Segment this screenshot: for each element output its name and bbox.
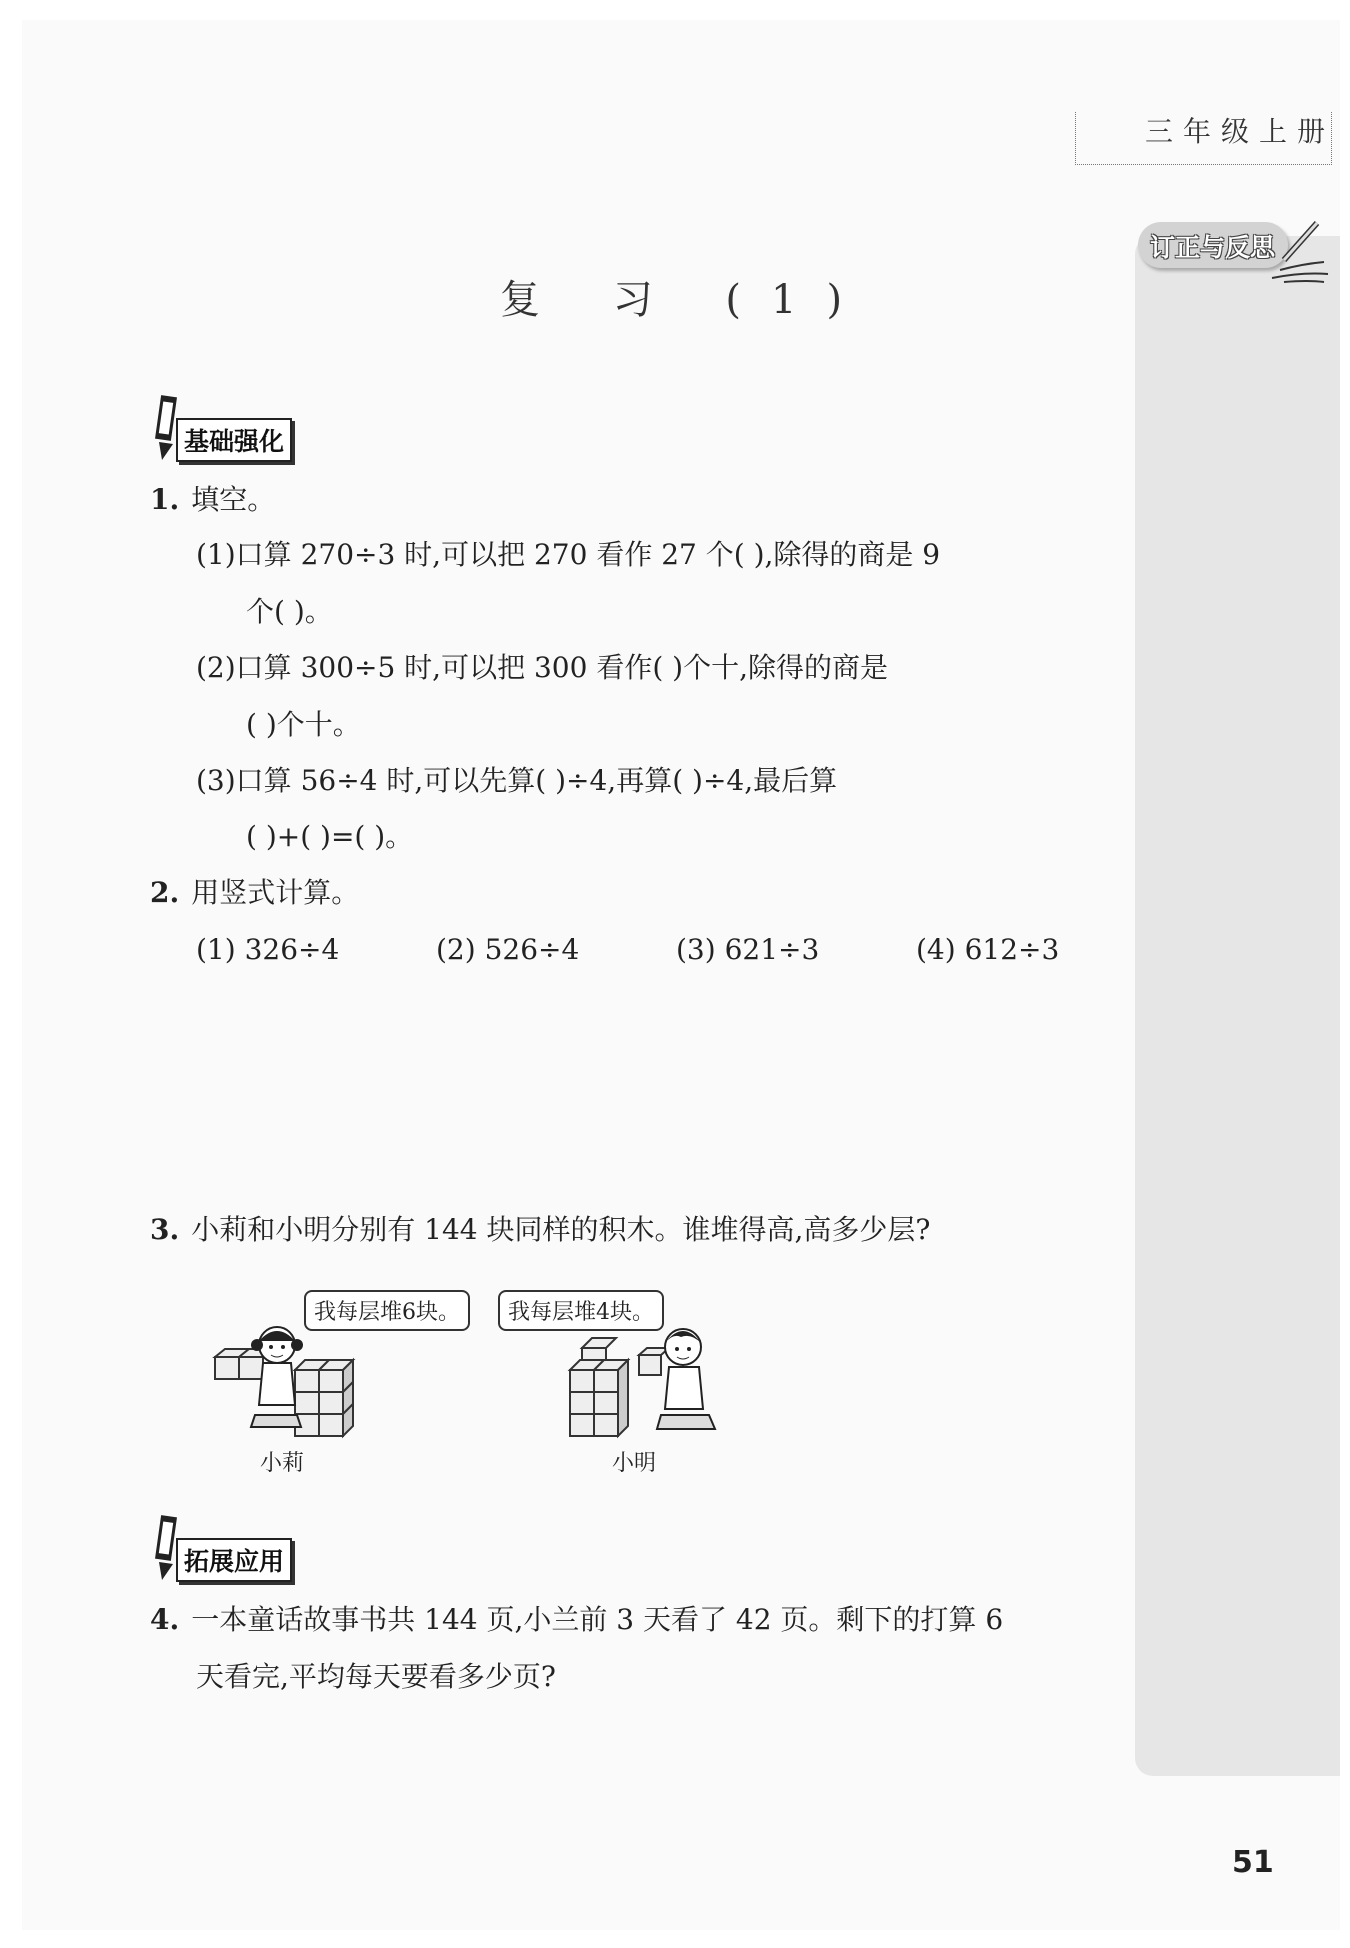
q2-item-2: (2) 526÷4	[436, 933, 580, 966]
section-label-basic: 基础强化	[176, 418, 292, 462]
q1-sub2-line1: (2)口算 300÷5 时,可以把 300 看作( )个十,除得的商是	[196, 651, 888, 684]
question-2	[150, 873, 359, 913]
question-1	[150, 480, 275, 520]
q2-item-3: (3) 621÷3	[676, 933, 820, 966]
speech-bubble-left: 我每层堆6块。	[304, 1290, 470, 1331]
boy-with-blocks-illustration	[565, 1315, 735, 1445]
q1-sub1-line2: 个( )。	[246, 595, 333, 628]
grade-label: 三年级上册	[1145, 115, 1336, 148]
question-text: 小莉和小明分别有 144 块同样的积木。谁堆得高,高多少层?	[191, 1213, 931, 1246]
q2-item-4: (4) 612÷3	[916, 933, 1060, 966]
question-number: 3.	[150, 1213, 180, 1246]
review-panel	[1135, 236, 1340, 1776]
name-label-right: 小明	[612, 1451, 657, 1476]
question-number: 1.	[150, 483, 180, 516]
question-number: 2.	[150, 876, 180, 909]
girl-with-blocks-illustration	[205, 1315, 385, 1445]
question-text-line2: 天看完,平均每天要看多少页?	[196, 1660, 556, 1693]
section-header-extend	[150, 1512, 292, 1582]
question-text: 用竖式计算。	[191, 876, 360, 909]
q1-sub2-line2: ( )个十。	[246, 708, 361, 741]
q2-item-1: (1) 326÷4	[196, 933, 340, 966]
question-text: 填空。	[191, 483, 276, 516]
review-label: 订正与反思	[1150, 233, 1276, 262]
question-text-line1: 一本童话故事书共 144 页,小兰前 3 天看了 42 页。剩下的打算 6	[191, 1603, 1004, 1636]
pen-icon	[1262, 218, 1332, 288]
question-4	[150, 1600, 1003, 1640]
section-header-basic	[150, 392, 292, 462]
speech-bubble-right: 我每层堆4块。	[498, 1290, 664, 1331]
section-label-extend: 拓展应用	[176, 1538, 292, 1582]
name-label-left: 小莉	[260, 1451, 305, 1476]
question-3	[150, 1210, 930, 1250]
q1-sub3-line1: (3)口算 56÷4 时,可以先算( )÷4,再算( )÷4,最后算	[196, 764, 838, 797]
page-number: 51	[1232, 1845, 1274, 1880]
q1-sub3-line2: ( )+( )=( )。	[246, 820, 414, 853]
question-number: 4.	[150, 1603, 180, 1636]
q1-sub1-line1: (1)口算 270÷3 时,可以把 270 看作 27 个( ),除得的商是 9	[196, 538, 941, 571]
page-title: 复 习 (1)	[500, 277, 873, 323]
